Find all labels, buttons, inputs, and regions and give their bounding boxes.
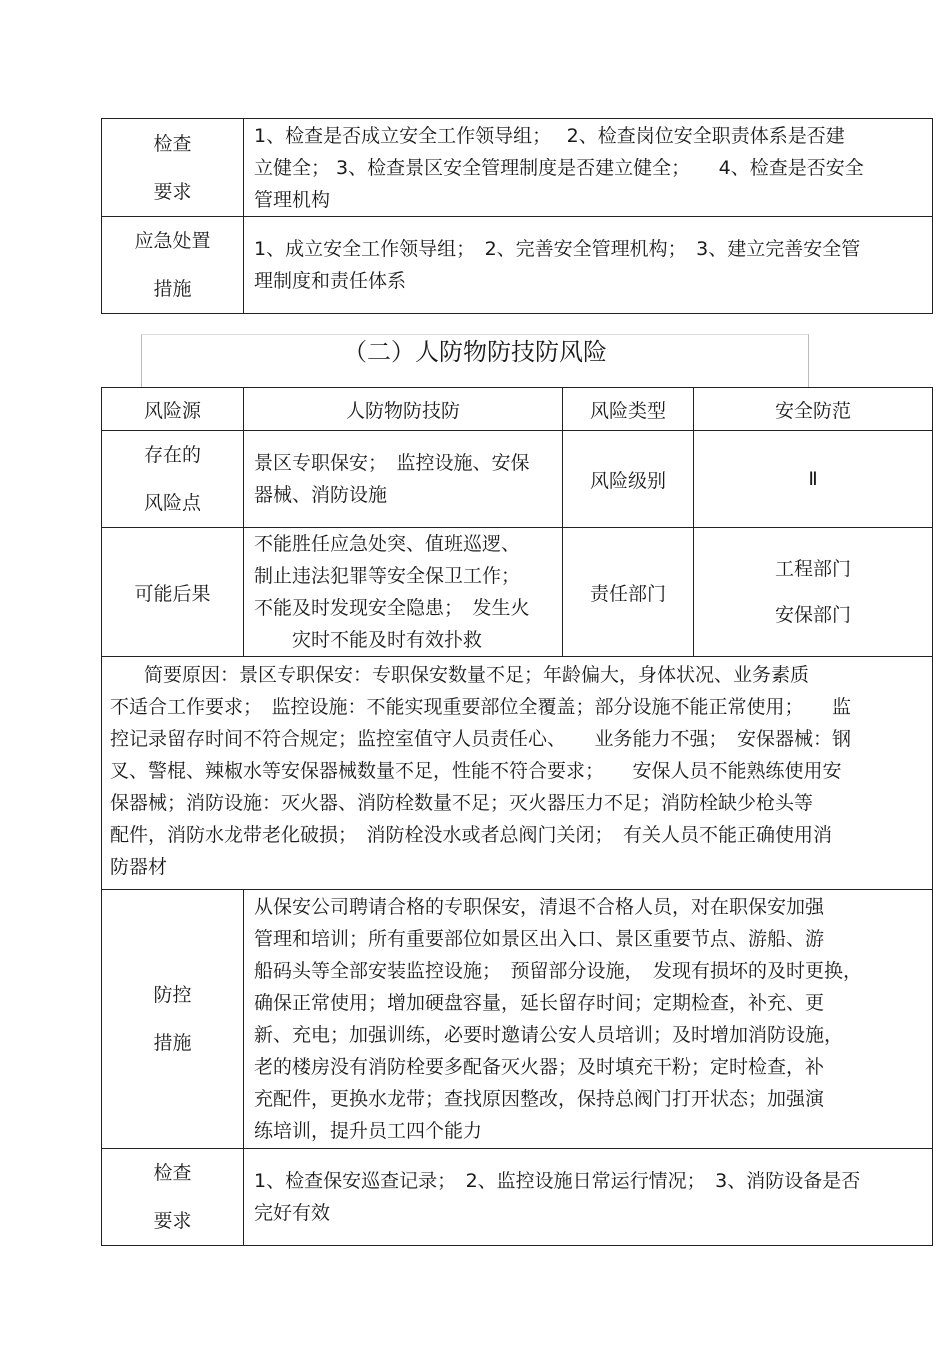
text-line: 1、检查是否成立安全工作领导组； 2、检查岗位安全职责体系是否建	[254, 124, 845, 147]
text-line: 防器材	[110, 856, 168, 878]
risk-level-label: 风险级别	[563, 431, 694, 528]
text-line: 不能胜任应急处突、值班巡逻、	[254, 533, 521, 555]
emergency-label-line1: 应急处置	[134, 230, 211, 252]
text-line: 练培训，提升员工四个能力	[254, 1120, 483, 1142]
risk-point-label-line1: 存在的	[143, 444, 201, 466]
check-label-line1: 检查	[153, 132, 192, 155]
check2-label	[102, 1149, 244, 1246]
text-line: 简要原因：景区专职保安：专职保安数量不足；年龄偏大，身体状况、业务素质	[144, 664, 810, 686]
dept-line: 工程部门	[774, 558, 851, 580]
check2-text	[244, 1149, 933, 1246]
section-title: （二）人防物防技防风险	[343, 338, 607, 366]
text-line: 配件，消防水龙带老化破损； 消防栓没水或者总阀门关闭； 有关人员不能正确使用消	[110, 824, 833, 846]
text-line: 1、成立安全工作领导组； 2、完善安全管理机构； 3、建立完善安全管	[254, 238, 861, 260]
table-safety-management	[101, 118, 933, 314]
text-line: 器械、消防设施	[254, 484, 388, 506]
dept-line: 安保部门	[774, 604, 851, 626]
text-line: 不适合工作要求； 监控设施：不能实现重要部位全覆盖；部分设施不能正常使用； 监	[110, 696, 852, 718]
check-label	[102, 119, 244, 217]
measures-text	[244, 890, 933, 1149]
text-line: 管理机构	[254, 188, 331, 211]
table-row-measures	[102, 890, 933, 1149]
text-line: 确保正常使用；增加硬盘容量，延长留存时间；定期检查，补充、更	[254, 992, 825, 1014]
risk-point-label-line2: 风险点	[143, 492, 201, 514]
text-line: 1、检查保安巡查记录； 2、监控设施日常运行情况； 3、消防设备是否	[254, 1170, 861, 1192]
consequence-label: 可能后果	[102, 528, 244, 657]
text-line: 从保安公司聘请合格的专职保安，清退不合格人员，对在职保安加强	[254, 896, 825, 918]
text-line: 理制度和责任体系	[254, 270, 407, 292]
table-row-check2	[102, 1149, 933, 1246]
risk-point-label	[102, 431, 244, 528]
text-line: 不能及时发现安全隐患； 发生火	[254, 597, 530, 619]
header-safety: 安全防范	[694, 388, 933, 431]
text-line: 新、充电；加强训练，必要时邀请公安人员培训；及时增加消防设施，	[254, 1024, 844, 1046]
dept-value	[694, 528, 933, 657]
text-line: 保器械；消防设施：灭火器、消防栓数量不足；灭火器压力不足；消防栓缺少枪头等	[110, 792, 814, 814]
table-row-reason	[102, 657, 933, 890]
emergency-text	[244, 217, 933, 314]
text-line: 老的楼房没有消防栓要多配备灭火器；及时填充干粉；定时检查，补	[254, 1056, 825, 1078]
measures-label	[102, 890, 244, 1149]
table-risk	[101, 387, 933, 1246]
check-label-line2: 要求	[153, 180, 192, 203]
text-line: 灾时不能及时有效扑救	[292, 629, 483, 651]
header-risk-source: 风险源	[102, 388, 244, 431]
emergency-label-line2: 措施	[153, 278, 192, 300]
text-line: 充配件，更换水龙带；查找原因整改，保持总阀门打开状态；加强演	[254, 1088, 825, 1110]
header-defense: 人防物防技防	[244, 388, 563, 431]
section-heading-box	[141, 334, 809, 388]
dept-label: 责任部门	[563, 528, 694, 657]
check2-label-line2: 要求	[153, 1210, 192, 1232]
table-row-consequence	[102, 528, 933, 657]
text-line: 完好有效	[254, 1202, 331, 1224]
table-header-row	[102, 388, 933, 431]
header-risk-type: 风险类型	[563, 388, 694, 431]
text-line: 景区专职保安； 监控设施、安保	[254, 452, 530, 474]
consequence-text	[244, 528, 563, 657]
check2-label-line1: 检查	[153, 1162, 192, 1184]
reason-text	[102, 657, 933, 890]
table-row-emergency	[102, 217, 933, 314]
check-text	[244, 119, 933, 217]
text-line: 船码头等全部安装监控设施； 预留部分设施， 发现有损坏的及时更换，	[254, 960, 863, 982]
risk-level-value: Ⅱ	[694, 431, 933, 528]
measures-label-line2: 措施	[153, 1032, 192, 1054]
text-line: 立健全； 3、检查景区安全管理制度是否建立健全； 4、检查是否安全	[254, 156, 864, 179]
table-row-risk-point	[102, 431, 933, 528]
text-line: 叉、警棍、辣椒水等安保器械数量不足，性能不符合要求； 安保人员不能熟练使用安	[110, 760, 842, 782]
risk-point-text	[244, 431, 563, 528]
text-line: 制止违法犯罪等安全保卫工作；	[254, 565, 521, 587]
text-line: 控记录留存时间不符合规定；监控室值守人员责任心、 业务能力不强； 安保器械：钢	[110, 728, 852, 750]
text-line: 管理和培训；所有重要部位如景区出入口、景区重要节点、游船、游	[254, 928, 825, 950]
table-row-check	[102, 119, 933, 217]
emergency-label	[102, 217, 244, 314]
measures-label-line1: 防控	[153, 984, 192, 1006]
